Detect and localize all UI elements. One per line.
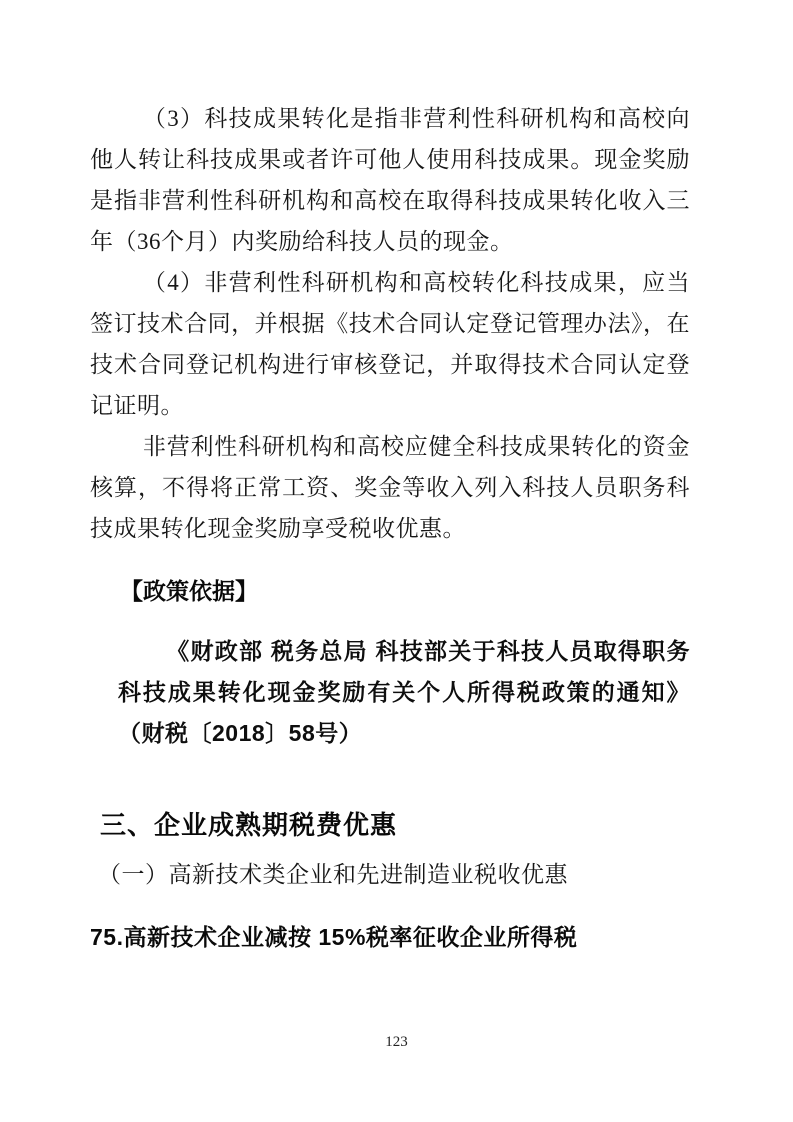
- item-heading: 75.高新技术企业减按 15%税率征收企业所得税: [90, 924, 578, 950]
- document-content: [90, 0, 690, 958]
- section-heading: 三、企业成熟期税费优惠: [100, 810, 398, 840]
- page-number: 123: [385, 1034, 408, 1050]
- policy-citation: 《财政部 税务总局 科技部关于科技人员取得职务科技成果转化现金奖励有关个人所得税政策的通知》（财税〔2018〕58号）: [118, 638, 690, 746]
- paragraph-point-4: （4）非营利性科研机构和高校转化科技成果，应当签订技术合同，并根据《技术合同认定登记管理办法》，在技术合同登记机构进行审核登记，并取得技术合同认定登记证明。: [90, 270, 690, 418]
- subsection-heading: （一）高新技术类企业和先进制造业税收优惠: [98, 862, 568, 887]
- policy-basis-heading: 【政策依据】: [120, 578, 258, 604]
- paragraph-point-3: （3）科技成果转化是指非营利性科研机构和高校向他人转让科技成果或者许可他人使用科技成果。现金奖励是指非营利性科研机构和高校在取得科技成果转化收入三年（36个月）内奖励给科技人员的现金。: [90, 106, 690, 254]
- paragraph-fund-accounting: 非营利性科研机构和高校应健全科技成果转化的资金核算，不得将正常工资、奖金等收入列入科技人员职务科技成果转化现金奖励享受税收优惠。: [90, 434, 690, 541]
